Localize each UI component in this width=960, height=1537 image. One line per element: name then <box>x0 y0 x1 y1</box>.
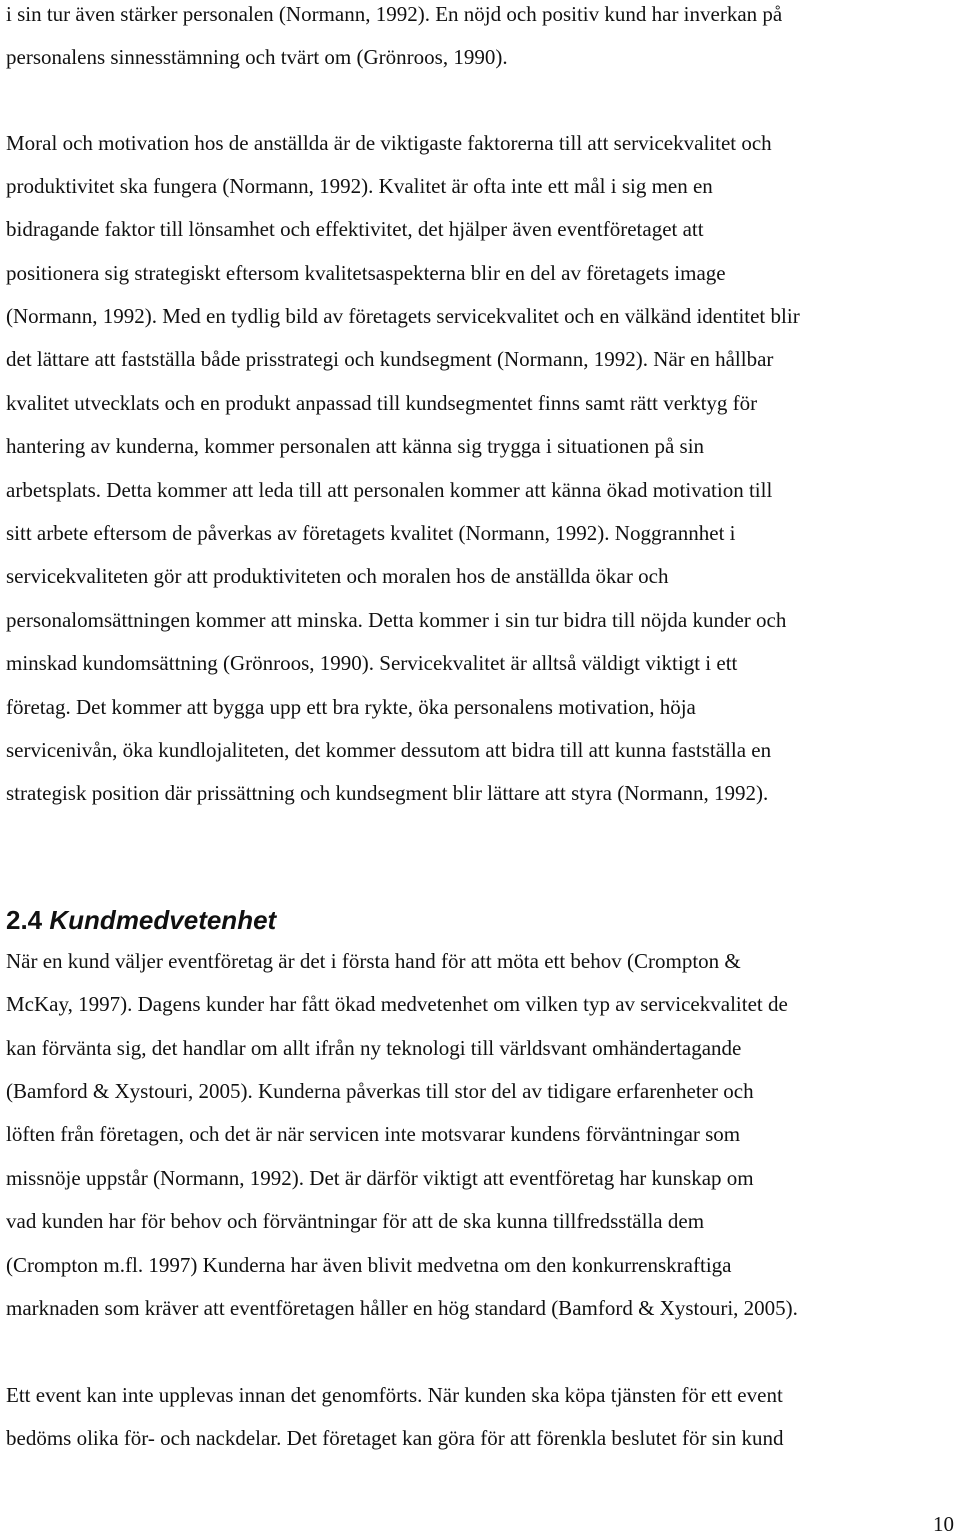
paragraph-2-line-5: (Normann, 1992). Med en tydlig bild av företagets servicekvalitet och en välkänd identitet blir <box>6 304 800 328</box>
section-title: Kundmedvetenhet <box>49 905 277 935</box>
section-number: 2.4 <box>6 905 43 935</box>
paragraph-2-line-16: strategisk position där prissättning och kundsegment blir lättare att styra (Normann, 1992). <box>6 781 769 805</box>
paragraph-4-line-2: bedöms olika för- och nackdelar. Det företaget kan göra för att förenkla beslutet för sin kund <box>6 1426 784 1450</box>
paragraph-2-line-9: arbetsplats. Detta kommer att leda till att personalen kommer att känna ökad motivation till <box>6 478 773 502</box>
paragraph-3-line-6: missnöje uppstår (Normann, 1992). Det är därför viktigt att eventföretag har kunskap om <box>6 1166 754 1190</box>
paragraph-2-line-7: kvalitet utvecklats och en produkt anpassad till kundsegmentet finns samt rätt verktyg för <box>6 391 758 415</box>
paragraph-2-line-11: servicekvaliteten gör att produktiviteten och moralen hos de anställda ökar och <box>6 564 669 588</box>
paragraph-3-line-5: löften från företagen, och det är när servicen inte motsvarar kundens förväntningar som <box>6 1122 741 1146</box>
paragraph-1-line-2: personalens sinnesstämning och tvärt om (Grönroos, 1990). <box>6 45 508 69</box>
paragraph-2-line-15: servicenivån, öka kundlojaliteten, det kommer dessutom att bidra till att kunna fastställa en <box>6 738 772 762</box>
paragraph-2-line-2: produktivitet ska fungera (Normann, 1992). Kvalitet är ofta inte ett mål i sig men en <box>6 174 713 198</box>
paragraph-3-line-7: vad kunden har för behov och förväntningar för att de ska kunna tillfredsställa dem <box>6 1209 705 1233</box>
paragraph-1-line-1: i sin tur även stärker personalen (Normann, 1992). En nöjd och positiv kund har inverkan på <box>6 2 783 26</box>
paragraph-3-line-3: kan förvänta sig, det handlar om allt ifrån ny teknologi till världsvant omhändertagande <box>6 1036 742 1060</box>
paragraph-2-line-10: sitt arbete eftersom de påverkas av företagets kvalitet (Normann, 1992). Noggrannhet i <box>6 521 736 545</box>
page-number: 10 <box>933 1512 954 1536</box>
paragraph-2-line-13: minskad kundomsättning (Grönroos, 1990). Servicekvalitet är alltså väldigt viktigt i ett <box>6 651 738 675</box>
paragraph-2-line-14: företag. Det kommer att bygga upp ett bra rykte, öka personalens motivation, höja <box>6 695 696 719</box>
paragraph-2-line-3: bidragande faktor till lönsamhet och effektivitet, det hjälper även eventföretaget att <box>6 217 704 241</box>
paragraph-3-line-1: När en kund väljer eventföretag är det i första hand för att möta ett behov (Crompton & <box>6 949 741 973</box>
paragraph-4-line-1: Ett event kan inte upplevas innan det genomförts. När kunden ska köpa tjänsten för ett event <box>6 1383 783 1407</box>
section-heading <box>6 905 276 935</box>
paragraph-2-line-8: hantering av kunderna, kommer personalen att känna sig trygga i situationen på sin <box>6 434 705 458</box>
paragraph-3-line-8: (Crompton m.fl. 1997) Kunderna har även blivit medvetna om den konkurrenskraftiga <box>6 1253 732 1277</box>
paragraph-2-line-6: det lättare att fastställa både prisstrategi och kundsegment (Normann, 1992). När en hållbar <box>6 347 774 371</box>
paragraph-3-line-4: (Bamford & Xystouri, 2005). Kunderna påverkas till stor del av tidigare erfarenheter och <box>6 1079 754 1103</box>
paragraph-2-line-4: positionera sig strategiskt eftersom kvalitetsaspekterna blir en del av företagets image <box>6 261 726 285</box>
paragraph-3-line-9: marknaden som kräver att eventföretagen håller en hög standard (Bamford & Xystouri, 2005). <box>6 1296 798 1320</box>
paragraph-2-line-12: personalomsättningen kommer att minska. Detta kommer i sin tur bidra till nöjda kunder och <box>6 608 787 632</box>
paragraph-3-line-2: McKay, 1997). Dagens kunder har fått ökad medvetenhet om vilken typ av servicekvalitet de <box>6 992 788 1016</box>
paragraph-2-line-1: Moral och motivation hos de anställda är de viktigaste faktorerna till att servicekvalitet och <box>6 131 772 155</box>
